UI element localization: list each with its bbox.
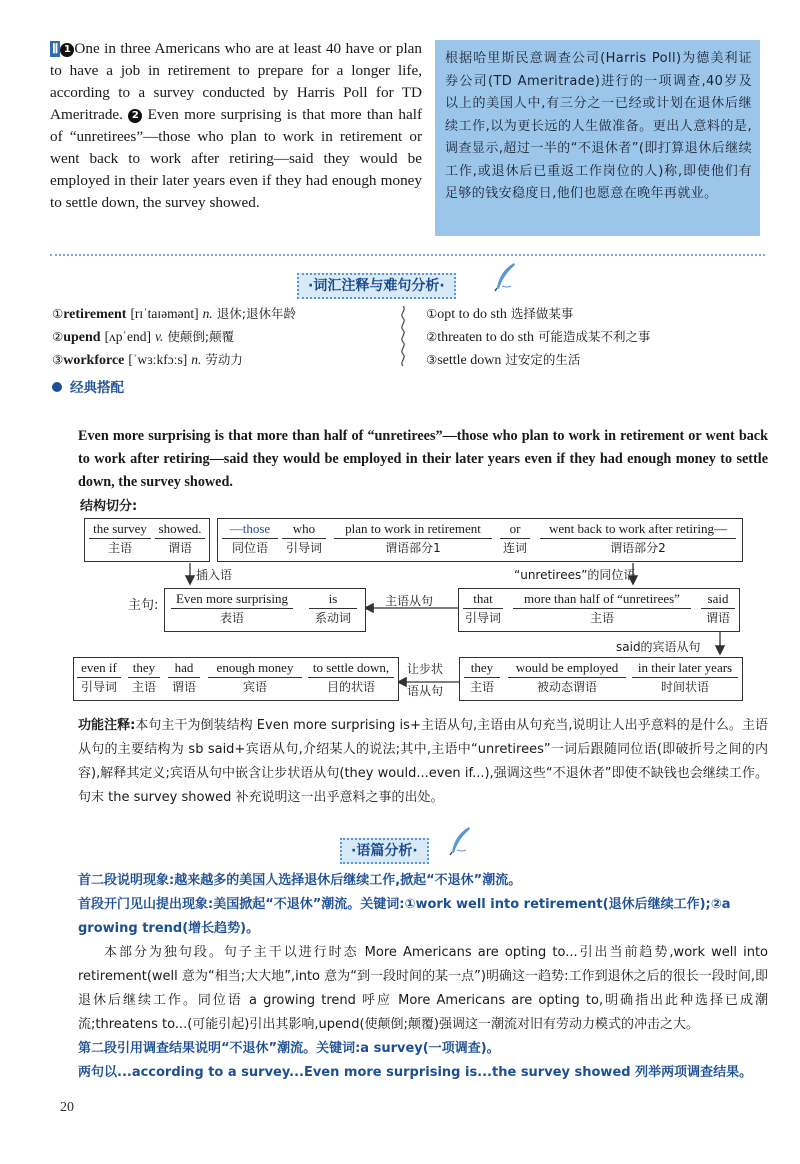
diagram-cell: Even more surprising 表语 xyxy=(171,590,293,627)
diagram-cell: showed. 谓语 xyxy=(155,520,205,557)
diagram-box-main xyxy=(164,588,366,632)
concessive-label-1: 让步状 xyxy=(407,662,444,676)
vocab-item: ②upend [ʌpˈend] v. 使颠倒;颠覆 xyxy=(52,329,235,345)
diagram-cell: would be employed 被动态谓语 xyxy=(508,659,626,696)
appositive-label: “unretirees”的同位语 xyxy=(514,568,636,582)
concessive-label-2: 语从句 xyxy=(407,684,444,698)
sentence-number-1: 1 xyxy=(60,43,74,57)
diagram-cell: in their later years 时间状语 xyxy=(632,659,738,696)
passage-part-1: One in three Americans who are at least 40 have or plan to have a job in retirement to prepare for a longer life, according to a survey conducted by Harris Poll for TD Ameritrade. xyxy=(50,40,422,123)
discourse-para2-detail: 两句以...according to a survey...Even more surprising is...the survey showed 列举两项调查结果。 xyxy=(78,1065,753,1080)
diagram-cell: the survey 主语 xyxy=(89,520,151,557)
function-note xyxy=(78,714,768,810)
translation-box: 根据哈里斯民意调查公司(Harris Poll)为德美利证券公司(TD Ameritrade)进行的一项调查,40岁及以上的美国人中,有三分之一已经或计划在退休后继续工作,以为更长远的人生做准备。更出人意料的是,调查显示,超过一半的“不退休者”(即打算退休后继续工作,或退休后已重返工作岗位的人)称,即使他们有足够的钱安稳度日,他们也愿意在晚年再就业。 xyxy=(435,40,760,236)
quill-icon xyxy=(448,826,472,856)
diagram-cell: —those 同位语 xyxy=(222,520,278,557)
diagram-cell: enough money 宾语 xyxy=(208,659,302,696)
diagram-cell: even if 引导词 xyxy=(77,659,121,696)
page-number: 20 xyxy=(60,1100,74,1115)
discourse-para1-body: 本部分为独句段。句子主干以进行时态 More Americans are opting to...引出当前趋势,work well into retirement(well 意为“相当;大大地”,into 意为“到一段时间的某一点”)明确这一趋势:工作到退休之后的很长一段时间,即退休后继续工作。同位语 a growing trend 呼应 More Americans are opting to,明确指出此种选择已成潮流;threatens to...(可能引起)引出其影响,upend(使颠倒;颠覆)强调这一潮流对旧有劳动力模式的冲击之大。 xyxy=(78,945,768,1032)
discourse-summary: 首二段说明现象:越来越多的美国人选择退休后继续工作,掀起“不退休”潮流。 xyxy=(78,873,522,888)
insert-label: 插入语 xyxy=(196,568,233,582)
phrase-item: ③settle down 过安定的生活 xyxy=(426,352,581,368)
diagram-cell: or 连词 xyxy=(500,520,530,557)
vocab-item: ①retirement [rɪˈtaɪəmənt] n. 退休;退休年龄 xyxy=(52,306,296,322)
discourse-para2-heading: 第二段引用调查结果说明“不退休”潮流。关键词:a survey(一项调查)。 xyxy=(78,1041,500,1056)
vocab-section-header: ·词汇注释与难句分析· xyxy=(297,273,456,299)
diagram-box-survey xyxy=(84,518,210,562)
discourse-analysis xyxy=(78,869,768,1085)
diagram-cell: they 主语 xyxy=(128,659,160,696)
passage-part-2: Even more surprising is that more than half of “unretirees”—those who plan to work in retirement or went back to work after retiring—said they would be employed in their later years even if they had enough money to settle down, the survey showed. xyxy=(50,106,423,211)
diagram-cell: who 引导词 xyxy=(282,520,326,557)
diagram-cell: that 引导词 xyxy=(464,591,501,625)
diagram-cell: said 谓语 xyxy=(701,590,735,627)
structure-label: 结构切分: xyxy=(80,499,138,514)
discourse-section-header: ·语篇分析· xyxy=(340,838,429,864)
subject-clause-label: 主语从句 xyxy=(385,594,434,608)
diagram-box-subject-clause xyxy=(458,588,740,632)
main-clause-label: 主句: xyxy=(128,598,159,613)
object-clause-label: said的宾语从句 xyxy=(616,640,701,654)
discourse-para1-heading: 首段开门见山提出现象:美国掀起“不退休”潮流。关键词:①work well into retirement(退休后继续工作);②a growing trend(增长趋势)。 xyxy=(78,897,731,936)
diagram-cell: more than half of “unretirees” 主语 xyxy=(513,590,691,627)
diagram-cell: they 主语 xyxy=(464,659,500,696)
diagram-cell: went back to work after retiring— 谓语部分2 xyxy=(540,520,736,557)
function-note-text: 本句主干为倒装结构 Even more surprising is+主语从句,主语由从句充当,说明让人出乎意料的是什么。主语从句的主要结构为 sb said+宾语从句,介绍某人的说法;其中,主语中“unretirees”一词后跟随同位语(即破折号之间的内容),解释其定义;宾语从句中嵌含让步状语从句(they would...even if...),强调这些“不退休者”即使不缺钱也会继续工作。句末 the survey showed 补充说明这一出乎意料之事的出处。 xyxy=(78,718,768,805)
diagram-box-appositive xyxy=(217,518,743,562)
diagram-cell: to settle down, 目的状语 xyxy=(308,659,394,696)
sentence-number-2: 2 xyxy=(128,109,142,123)
diagram-cell: is 系动词 xyxy=(309,590,357,627)
phrase-item: ②threaten to do sth 可能造成某不利之事 xyxy=(426,329,651,345)
paragraph-marker: Ⅱ xyxy=(52,41,59,56)
analyzed-sentence: Even more surprising is that more than half of “unretirees”—those who plan to work in retirement or went back to work after retiring—said they would be employed in their later years even if they had enough money to settle down, the survey showed. xyxy=(78,428,768,490)
diagram-box-object-clause xyxy=(459,657,743,701)
function-note-label: 功能注释: xyxy=(78,718,136,733)
vocab-item: ③workforce [ˈwɜːkfɔːs] n. 劳动力 xyxy=(52,352,243,368)
collocation-heading: 经典搭配 xyxy=(52,376,124,396)
phrase-item: ①opt to do sth 选择做某事 xyxy=(426,306,574,322)
diagram-cell: had 谓语 xyxy=(168,659,200,696)
diagram-box-concessive xyxy=(73,657,399,701)
diagram-cell: plan to work in retirement 谓语部分1 xyxy=(334,520,492,557)
